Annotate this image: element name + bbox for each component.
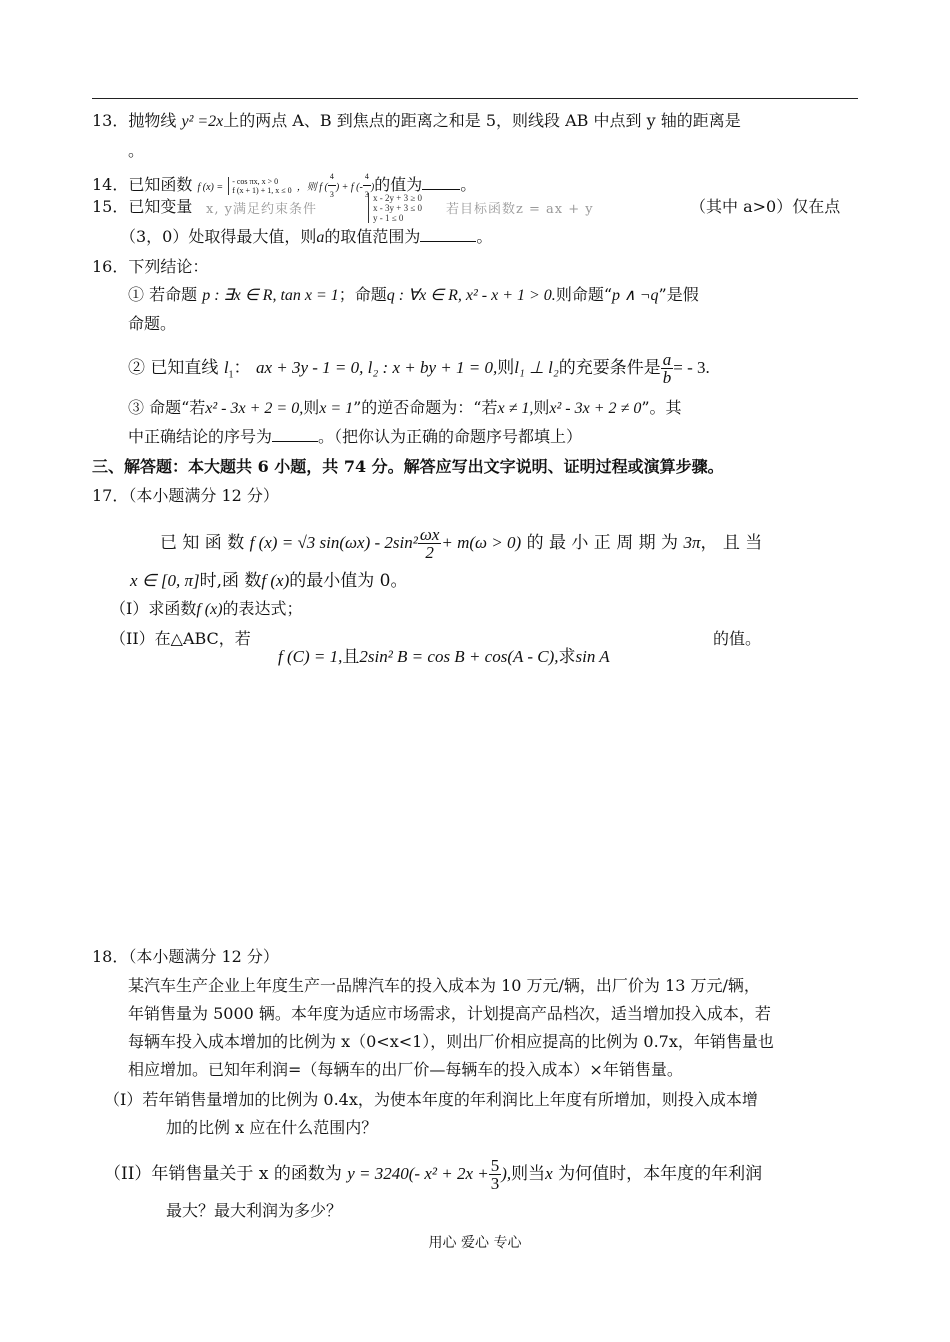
q17-function-b: + m(ω > 0) (441, 533, 522, 552)
q15-line-2 (120, 226, 492, 249)
q17-interval: x ∈ [0, π] (130, 571, 200, 590)
q15-answer-blank[interactable] (420, 227, 476, 242)
q17-p1-text: （I）求函数 (110, 599, 197, 618)
q17-line2-text-c: 的最小值为 0。 (289, 571, 408, 591)
q18-p2-fraction (489, 1157, 502, 1192)
q17-intro: 已 知 函 数 (160, 533, 245, 553)
q14-piecewise (228, 177, 291, 195)
q18-p2-frac-num: 5 (490, 1156, 500, 1175)
q16-i2-value: = - 3. (673, 358, 710, 377)
q16-i3-formula-4: x² - 3x + 2 ≠ 0 (549, 400, 642, 417)
q14-then: ，则 f ( (296, 182, 328, 193)
q13-text: 抛物线 (128, 111, 177, 130)
question-15 (92, 196, 192, 218)
q14-frac1-num: 4 (328, 168, 336, 186)
q15-line2-text-b: 的取值范围为 (324, 227, 421, 246)
q14-frac1-den: 3 (329, 190, 334, 199)
q15-text: 已知变量 (128, 197, 193, 216)
q14-fraction-1 (328, 168, 336, 203)
question-18 (92, 946, 279, 968)
q16-i3-formula-3: x ≠ 1, (497, 400, 534, 417)
q16-i1-proposition-p: p : ∃x ∈ R, tan x = 1 (202, 287, 339, 304)
q16-i2-text: ② 已知直线 (128, 358, 219, 378)
q16-i2-text-b: 的充要条件是 (558, 358, 661, 378)
q14-mid: ) + f (- (335, 182, 363, 193)
q16-i3-then-2: 则 (533, 398, 550, 417)
q18-line-1: 某汽车生产企业上年度生产一品牌汽车的投入成本为 10 万元/辆，出厂价为 13 万元/辆， (128, 976, 760, 995)
q16-i3-text-b: ”的逆否命题为：“若 (353, 398, 498, 417)
q15-var-a: a (316, 229, 325, 246)
q16-number: 16． (92, 257, 129, 276)
q17-p2-condition-1: f (C) = 1, (278, 647, 343, 666)
q15-constraint-system (368, 193, 422, 223)
q14-tail: 。 (460, 175, 477, 194)
q13-number: 13． (92, 111, 129, 130)
q16-i2-l1-sub: 1 (228, 369, 234, 381)
q15-constraint-2: x - 3y + 3 ≤ 0 (373, 203, 423, 213)
q14-end: ) (370, 182, 375, 193)
q18-line-3: 每辆车投入成本增加的比例为 x（0<x<1），则出厂价相应提高的比例为 0.7x，年销售量也 (128, 1032, 774, 1051)
q16-i2-perpendicular: l₁ ⊥ l₂ (514, 358, 559, 377)
q17-intro-line (160, 526, 762, 561)
q16-i2-l1: l (223, 358, 229, 377)
q16-i3-then-1: 则 (303, 398, 320, 417)
q17-number: 17． (92, 486, 129, 505)
question-13 (92, 110, 741, 133)
q18-part-2 (104, 1157, 762, 1192)
q16-i3-text-c: ”。其 (641, 398, 682, 417)
q18-score: （本小题满分 12 分） (128, 947, 279, 966)
q16-i2-frac-num: a (662, 350, 672, 369)
q16-i2-then: 则 (497, 358, 515, 378)
q17-p2-tail: 的值。 (713, 629, 762, 648)
q16-i3-formula-1: x² - 3x + 2 = 0, (205, 400, 304, 417)
q16-item-1 (128, 284, 699, 307)
q17-period-text: 的 最 小 正 周 期 为 (526, 533, 679, 553)
q16-i2-frac-den: b (662, 368, 672, 387)
q14-frac2-num: 4 (363, 168, 371, 186)
q14-answer-blank[interactable] (422, 175, 460, 190)
q17-score: （本小题满分 12 分） (128, 486, 279, 505)
q17-line2-text: 时, (199, 571, 223, 591)
q15-line2-text: （3，0）处取得最大值，则 (120, 227, 317, 246)
q17-period-value: 3π (683, 533, 701, 552)
q16-i1-text-d: ”是假 (658, 285, 699, 304)
q18-number: 18． (92, 947, 129, 966)
q17-p1-fx: f (x) (196, 601, 223, 618)
q18-p2-frac-den: 3 (490, 1174, 500, 1193)
q17-p2-target: sin A (575, 647, 610, 666)
q17-part-1 (110, 598, 303, 621)
q18-p2-close: ), (501, 1164, 512, 1183)
q15-constraint-1: x - 2y + 3 ≥ 0 (373, 193, 423, 203)
q16-item-2 (128, 351, 710, 386)
q16-i3-cont-text-b: 。（把你认为正确的命题序号都填上） (318, 427, 583, 446)
q14-case-1: - cos πx, x > 0 (232, 176, 279, 186)
q16-i3-text: ③ 命题“若 (128, 398, 206, 417)
q17-frac-num: ωx (419, 525, 440, 544)
q17-p2-condition-2: 2sin² B = cos B + cos(A - C), (359, 647, 559, 666)
q17-function-a: f (x) = √3 sin(ωx) - 2sin² (249, 533, 418, 552)
q14-fx: f (x) = (197, 182, 224, 193)
q15-tail: 。 (476, 227, 493, 246)
q17-line-2 (130, 570, 408, 592)
q18-line-2: 年销售量为 5000 辆。本年度为适应市场需求，计划提高产品档次，适当增加投入成本，若 (128, 1004, 771, 1023)
q17-p2-text: （II）在△ABC，若 (110, 629, 251, 648)
q18-part-1: （I）若年销售量增加的比例为 0.4x，为使本年度的年利润比上年度有所增加，则投入成本增 (104, 1090, 758, 1109)
q15-constraint-3: y - 1 ≤ 0 (373, 213, 404, 223)
q16-answer-blank[interactable] (272, 427, 318, 442)
q17-line2-fx: f (x) (261, 571, 290, 590)
q17-part-2 (110, 628, 251, 650)
q18-p2-then: 则当 (511, 1164, 546, 1184)
q16-i3-cont-text: 中正确结论的序号为 (128, 427, 273, 446)
q16-i3-formula-2: x = 1 (319, 400, 354, 417)
q17-p2-find: 求 (558, 647, 576, 667)
q15-text-b: （其中 a>0）仅在点 (690, 197, 841, 216)
q17-when-text: ， 且 当 (700, 533, 763, 553)
question-16 (92, 256, 208, 278)
q16-i1-text-c: 则命题“ (555, 285, 612, 304)
q16-i2-fraction (661, 351, 674, 386)
q15-faint-constraint-label: x, y满足约束条件 (206, 202, 317, 217)
q15-number: 15． (92, 197, 129, 216)
q13-continuation: 。 (128, 141, 145, 160)
section-3-heading: 三、解答题：本大题共 6 小题，共 74 分。解答应写出文字说明、证明过程或演算步骤。 (92, 457, 724, 476)
q14-text: 已知函数 (128, 175, 193, 194)
q16-i2-line-equations: ax + 3y - 1 = 0, l₂ : x + by + 1 = 0, (255, 358, 498, 377)
q14-case-2: f (x + 1) + 1, x ≤ 0 (232, 185, 292, 195)
q16-i1-proposition-q: q : ∀x ∈ R, x² - x + 1 > 0. (386, 287, 556, 304)
q17-line2-text-b: 函 数 (222, 571, 262, 591)
q18-part-2-cont: 最大？最大利润为多少？ (166, 1201, 343, 1220)
page-footer: 用心 爱心 专心 (428, 1235, 522, 1251)
header-rule (92, 98, 858, 99)
q16-i1-text: ① 若命题 (128, 285, 198, 304)
q18-p2-x: x (545, 1164, 553, 1183)
q17-fraction (418, 526, 442, 561)
q14-number: 14． (92, 175, 129, 194)
q16-item-3 (128, 397, 682, 420)
q16-i3-continuation (128, 426, 582, 448)
q16-i1-p-and-not-q: p ∧ ¬q (612, 287, 659, 304)
q18-p2-text: （II）年销售量关于 x 的函数为 (104, 1164, 342, 1184)
q18-p2-text-b: 为何值时，本年度的年利润 (558, 1164, 763, 1184)
q18-part-1-cont: 加的比例 x 应在什么范围内？ (166, 1118, 378, 1137)
q13-text-b: 上的两点 A、B 到焦点的距离之和是 5，则线段 AB 中点到 y 轴的距离是 (223, 111, 741, 130)
q16-i1-continuation: 命题。 (128, 314, 177, 333)
q14-text-b: 的值为 (374, 175, 423, 194)
q18-p2-function: y = 3240(- x² + 2x + (347, 1164, 489, 1183)
q16-i1-text-b: ；命题 (338, 285, 387, 304)
q16-title: 下列结论： (128, 257, 209, 276)
q17-p1-text-b: 的表达式； (222, 599, 303, 618)
question-17 (92, 485, 279, 507)
q17-frac-den: 2 (425, 543, 434, 562)
q15-faint-objective: 若目标函数z = ax + y (446, 202, 594, 217)
q18-line-4: 相应增加。已知年利润=（每辆车的出厂价—每辆车的投入成本）×年销售量。 (128, 1060, 683, 1079)
q17-p2-and: 且 (342, 647, 360, 667)
q13-formula: y² =2x (181, 113, 224, 130)
q14-frac2-den: 3 (364, 190, 369, 199)
q16-i2-colon: ： (233, 358, 251, 378)
q17-part-2-formula (278, 646, 610, 668)
